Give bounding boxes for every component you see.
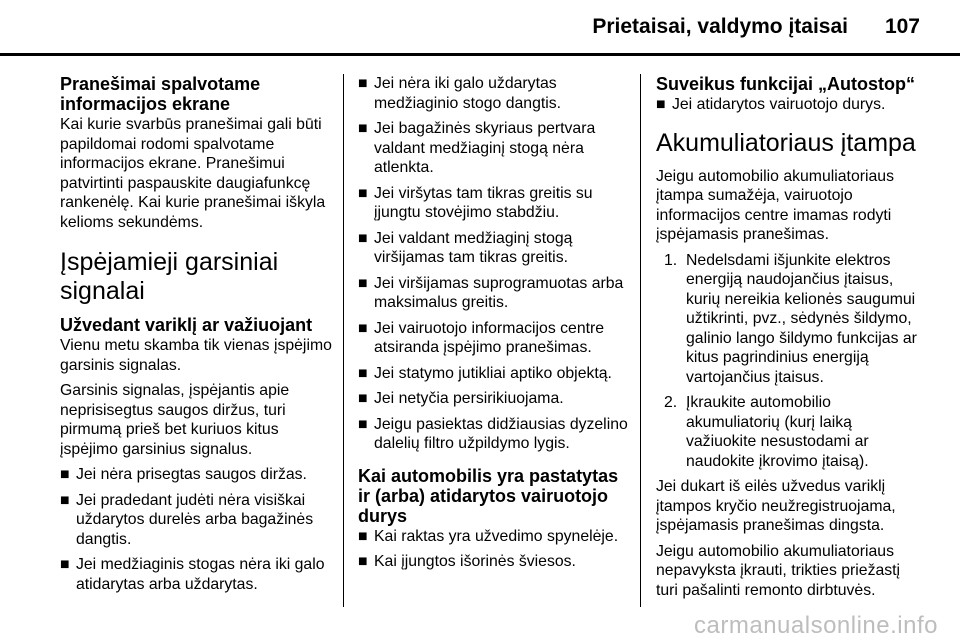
header-rule bbox=[0, 53, 960, 56]
paragraph-engine-1: Vienu metu skamba tik vienas įspėjimo garsinis signalas. bbox=[60, 337, 332, 374]
list-item: ■ Jei nėra iki galo uždarytas medžiaginio stogo dangtis. bbox=[358, 75, 562, 112]
list-item: ■ Jei netyčia persirikiuojama. bbox=[358, 390, 564, 407]
heading-color-info-display: Pranešimai spalvotame informacijos ekrane bbox=[60, 74, 261, 114]
heading-autostop: Suveikus funkcijai „Autostop“ bbox=[656, 74, 916, 94]
heading-battery-voltage: Akumuliatoriaus įtampa bbox=[656, 128, 916, 157]
list-item: ■ Jei bagažinės skyriaus pertvara valdant medžiaginį stogą nėra atlenkta. bbox=[358, 120, 596, 176]
bullet-icon: ■ bbox=[358, 390, 368, 407]
column-divider-2 bbox=[640, 74, 641, 607]
page-header bbox=[0, 0, 960, 62]
page-number: 107 bbox=[884, 15, 920, 38]
column-2 bbox=[358, 74, 630, 578]
paragraph-battery: Jeigu automobilio akumuliatoriaus įtampa sumažėja, vairuotojo informacijos centre imamas rodyti įspėjamasis pranešimas. bbox=[656, 167, 894, 243]
list-item: ■ Jei nėra prisegtas saugos diržas. bbox=[60, 466, 307, 483]
list-item: 1. Nedelsdami išjunkite elektros energiją naudojančius įtaisus, kurių nereikia kelionės saugumui užtikrinti, pvz., sėdynės šildymo, galinio lango šildymo funkcijas ar kitus pagrindinius energiją vartojančius įtaisus. bbox=[664, 251, 917, 386]
column-1 bbox=[60, 74, 332, 600]
paragraph-after-2: Jeigu automobilio akumuliatoriaus nepavyksta įkrauti, trikties priežastį turi pašalinti remonto dirbtuvės. bbox=[656, 542, 901, 599]
numbered-steps bbox=[656, 251, 926, 472]
bullet-icon: ■ bbox=[656, 96, 666, 113]
heading-parked: Kai automobilis yra pastatytas ir (arba) atidarytos vairuotojo durys bbox=[358, 465, 619, 526]
watermark: carmanualsonline.info bbox=[694, 612, 938, 639]
list-item: ■ Jei statymo jutikliai aptiko objektą. bbox=[358, 364, 612, 382]
page-title: Prietaisai, valdymo įtaisai bbox=[592, 15, 848, 38]
bullet-icon: ■ bbox=[358, 364, 368, 382]
bullet-icon: ■ bbox=[60, 556, 70, 573]
step-number: 2. bbox=[664, 394, 678, 411]
list-item: ■ Jeigu pasiektas didžiausias dyzelino dalelių filtro užpildymo lygis. bbox=[358, 415, 628, 452]
list-item: 2. Įkraukite automobilio akumuliatorių (kurį laiką važiuokite nesustodami ar naudokite įkrovimo įtaisą). bbox=[664, 394, 869, 470]
column-3 bbox=[656, 74, 926, 606]
heading-engine-start: Užvedant variklį ar važiuojant bbox=[60, 315, 313, 335]
list-item: ■ Jei valdant medžiaginį stogą viršijamas tam tikras greitis. bbox=[358, 229, 573, 266]
paragraph-after-1: Jei dukart iš eilės užvedus variklį įtampos kryčio neužregistruojama, įspėjamasis pranešimas dingsta. bbox=[656, 478, 896, 534]
bullet-icon: ■ bbox=[60, 466, 70, 483]
bullet-list-col1 bbox=[60, 465, 332, 594]
bullet-icon: ■ bbox=[358, 120, 368, 137]
bullet-icon: ■ bbox=[358, 75, 368, 92]
bullet-list-parked bbox=[358, 527, 630, 572]
list-item: ■ Jei pradedant judėti nėra visiškai uždarytos durelės arba bagažinės dangtis. bbox=[60, 491, 314, 548]
bullet-list-autostop bbox=[656, 95, 926, 115]
paragraph-engine-2: Garsinis signalas, įspėjantis apie neprisisegtus saugos diržus, turi pirmumą prieš bet kuriuos kitus įspėjimo garsinius signalus. bbox=[60, 382, 290, 458]
bullet-icon: ■ bbox=[358, 553, 368, 570]
list-item: ■ Kai įjungtos išorinės šviesos. bbox=[358, 553, 576, 570]
paragraph-color-info: Kai kurie svarbūs pranešimai gali būti papildomai rodomi spalvotame informacijos ekrane. Pranešimui patvirtinti paspauskite daugiafunkcę rankenėlę. Kai kurie pranešimai iškyla kelioms sekundėms. bbox=[60, 116, 326, 231]
bullet-icon: ■ bbox=[358, 184, 368, 202]
list-item: ■ Kai raktas yra užvedimo spynelėje. bbox=[358, 527, 619, 545]
list-item: ■ Jei vairuotojo informacijos centre atsiranda įspėjimo pranešimas. bbox=[358, 319, 605, 356]
list-item: ■ Jei viršytas tam tikras greitis su įjungtu stovėjimo stabdžiu. bbox=[358, 184, 593, 221]
bullet-icon: ■ bbox=[358, 319, 368, 337]
bullet-icon: ■ bbox=[358, 527, 368, 545]
column-divider-1 bbox=[343, 74, 344, 607]
list-item: ■ Jei viršijamas suprogramuotas arba maksimalus greitis. bbox=[358, 274, 624, 311]
bullet-icon: ■ bbox=[358, 415, 368, 433]
list-item: ■ Jei atidarytos vairuotojo durys. bbox=[656, 96, 886, 113]
list-item: ■ Jei medžiaginis stogas nėra iki galo atidarytas arba uždarytas. bbox=[60, 556, 325, 593]
bullet-icon: ■ bbox=[60, 491, 70, 509]
bullet-icon: ■ bbox=[358, 274, 368, 292]
bullet-list-col2 bbox=[358, 74, 630, 454]
step-number: 1. bbox=[664, 251, 678, 269]
heading-warning-chimes: Įspėjamieji garsiniai signalai bbox=[60, 248, 279, 305]
bullet-icon: ■ bbox=[358, 229, 368, 247]
